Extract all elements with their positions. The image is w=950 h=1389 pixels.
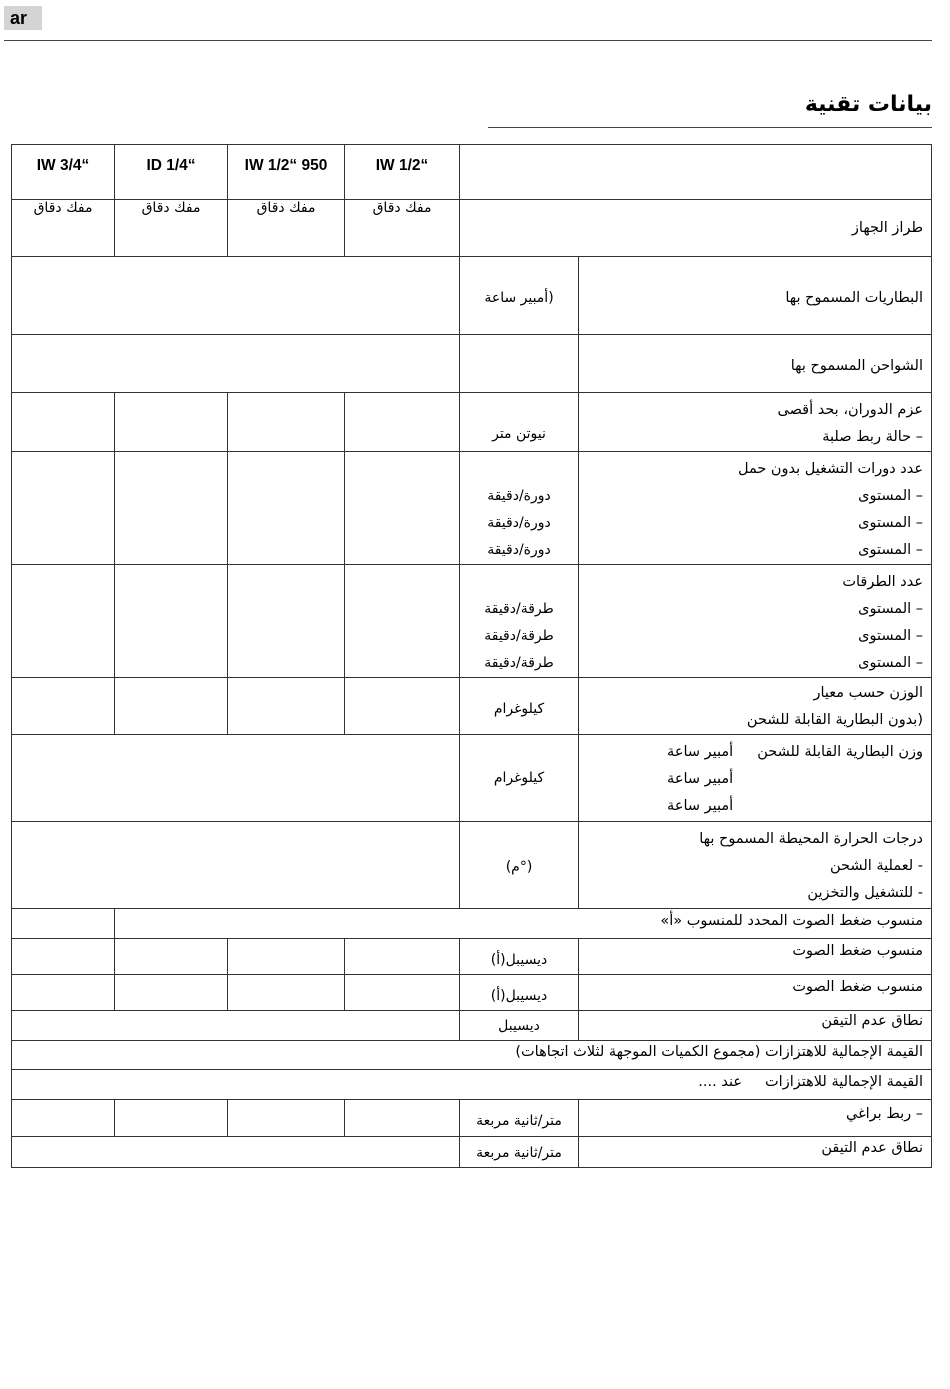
batteries-unit: (أمبير ساعة [460, 257, 579, 335]
chargers-unit [460, 335, 579, 393]
device-type-row [12, 200, 932, 257]
weight-id14 [115, 678, 228, 735]
torque-unit: نيوتن متر [460, 393, 579, 452]
sound-pressure-1-id14 [115, 939, 228, 975]
temperature-unit: (°م) [460, 822, 579, 909]
vibration-at-label: القيمة الإجمالية للاهتزازات عند .... [12, 1070, 932, 1100]
screw-fastening-iw34 [12, 1100, 115, 1137]
language-tag: ar [4, 6, 42, 30]
model-header-iw12-950: IW 1/2“ 950 [228, 145, 345, 200]
torque-row [12, 393, 932, 452]
sound-pressure-2-iw12 [345, 975, 460, 1011]
sound-pressure-row-2 [12, 975, 932, 1011]
uncertainty-db-row [12, 1011, 932, 1041]
weight-iw12 [345, 678, 460, 735]
model-header-blank [460, 145, 932, 200]
vibration-at-row [12, 1070, 932, 1100]
impact-rate-iw34 [12, 565, 115, 678]
impact-rate-units: طرقة/دقيقة طرقة/دقيقة طرقة/دقيقة [460, 565, 579, 678]
weight-label: الوزن حسب معيار (بدون البطارية القابلة للشحن [579, 678, 932, 735]
model-header-row [12, 145, 932, 200]
specifications-table [11, 144, 932, 1168]
device-type-label: طراز الجهاز [460, 200, 932, 257]
title-underline [488, 127, 932, 128]
header-rule [4, 40, 932, 41]
weight-unit: كيلوغرام [460, 678, 579, 735]
sound-pressure-1-unit: ديسيبل(أ) [460, 939, 579, 975]
sound-pressure-2-iw12-950 [228, 975, 345, 1011]
uncertainty-vib-row [12, 1137, 932, 1168]
impact-rate-id14 [115, 565, 228, 678]
torque-iw34 [12, 393, 115, 452]
uncertainty-db-label: نطاق عدم التيقن [579, 1011, 932, 1041]
battery-weight-row [12, 735, 932, 822]
noise-header-label: منسوب ضغط الصوت المحدد للمنسوب «أ» [115, 909, 932, 939]
uncertainty-db-unit: ديسيبل [460, 1011, 579, 1041]
impact-rate-iw12 [345, 565, 460, 678]
temperature-values [12, 822, 460, 909]
idle-speed-iw12 [345, 452, 460, 565]
uncertainty-vib-unit: متر/ثانية مربعة [460, 1137, 579, 1168]
chargers-row [12, 335, 932, 393]
idle-speed-units: دورة/دقيقة دورة/دقيقة دورة/دقيقة [460, 452, 579, 565]
torque-id14 [115, 393, 228, 452]
impact-rate-label: عدد الطرقات – المستوى – المستوى – المستوى [579, 565, 932, 678]
impact-rate-iw12-950 [228, 565, 345, 678]
screw-fastening-iw12 [345, 1100, 460, 1137]
idle-speed-row [12, 452, 932, 565]
vibration-total-label: القيمة الإجمالية للاهتزازات (مجموع الكميات الموجهة لثلاث اتجاهات) [12, 1041, 932, 1070]
idle-speed-iw34 [12, 452, 115, 565]
sound-pressure-1-iw34 [12, 939, 115, 975]
torque-iw12 [345, 393, 460, 452]
weight-iw12-950 [228, 678, 345, 735]
model-header-iw34: IW 3/4“ [12, 145, 115, 200]
screw-fastening-label: – ربط براغي [579, 1100, 932, 1137]
battery-weight-unit: كيلوغرام [460, 735, 579, 822]
screw-fastening-iw12-950 [228, 1100, 345, 1137]
idle-speed-label: عدد دورات التشغيل بدون حمل – المستوى – المستوى – المستوى [579, 452, 932, 565]
uncertainty-vib-label: نطاق عدم التيقن [579, 1137, 932, 1168]
uncertainty-vib-values [12, 1137, 460, 1168]
vibration-total-row [12, 1041, 932, 1070]
chargers-label: الشواحن المسموح بها [579, 335, 932, 393]
sound-pressure-1-iw12 [345, 939, 460, 975]
screw-fastening-row [12, 1100, 932, 1137]
battery-weight-label: وزن البطارية القابلة للشحن أمبير ساعة أمبير ساعة أمبير ساعة [579, 735, 932, 822]
batteries-values [12, 257, 460, 335]
battery-weight-values [12, 735, 460, 822]
device-type-iw12-950: مفك دقاق [228, 200, 345, 257]
screw-fastening-unit: متر/ثانية مربعة [460, 1100, 579, 1137]
page-title: بيانات تقنية [804, 92, 932, 117]
temperature-row [12, 822, 932, 909]
batteries-row [12, 257, 932, 335]
sound-pressure-row-1 [12, 939, 932, 975]
device-type-iw34: مفك دقاق [12, 200, 115, 257]
device-type-iw12: مفك دقاق [345, 200, 460, 257]
screw-fastening-id14 [115, 1100, 228, 1137]
weight-row [12, 678, 932, 735]
idle-speed-iw12-950 [228, 452, 345, 565]
uncertainty-db-values [12, 1011, 460, 1041]
temperature-label: درجات الحرارة المحيطة المسموح بها - لعملية الشحن - للتشغيل والتخزين [579, 822, 932, 909]
noise-header-left [12, 909, 115, 939]
idle-speed-id14 [115, 452, 228, 565]
device-type-id14: مفك دقاق [115, 200, 228, 257]
sound-pressure-1-iw12-950 [228, 939, 345, 975]
torque-label: عزم الدوران، بحد أقصى – حالة ربط صلبة [579, 393, 932, 452]
noise-header-row [12, 909, 932, 939]
sound-pressure-2-unit: ديسيبل(أ) [460, 975, 579, 1011]
sound-pressure-2-iw34 [12, 975, 115, 1011]
sound-pressure-2-id14 [115, 975, 228, 1011]
impact-rate-row [12, 565, 932, 678]
model-header-iw12: IW 1/2“ [345, 145, 460, 200]
torque-iw12-950 [228, 393, 345, 452]
sound-pressure-2-label: منسوب ضغط الصوت [579, 975, 932, 1011]
weight-iw34 [12, 678, 115, 735]
sound-pressure-1-label: منسوب ضغط الصوت [579, 939, 932, 975]
chargers-values [12, 335, 460, 393]
batteries-label: البطاريات المسموح بها [579, 257, 932, 335]
model-header-id14: ID 1/4“ [115, 145, 228, 200]
